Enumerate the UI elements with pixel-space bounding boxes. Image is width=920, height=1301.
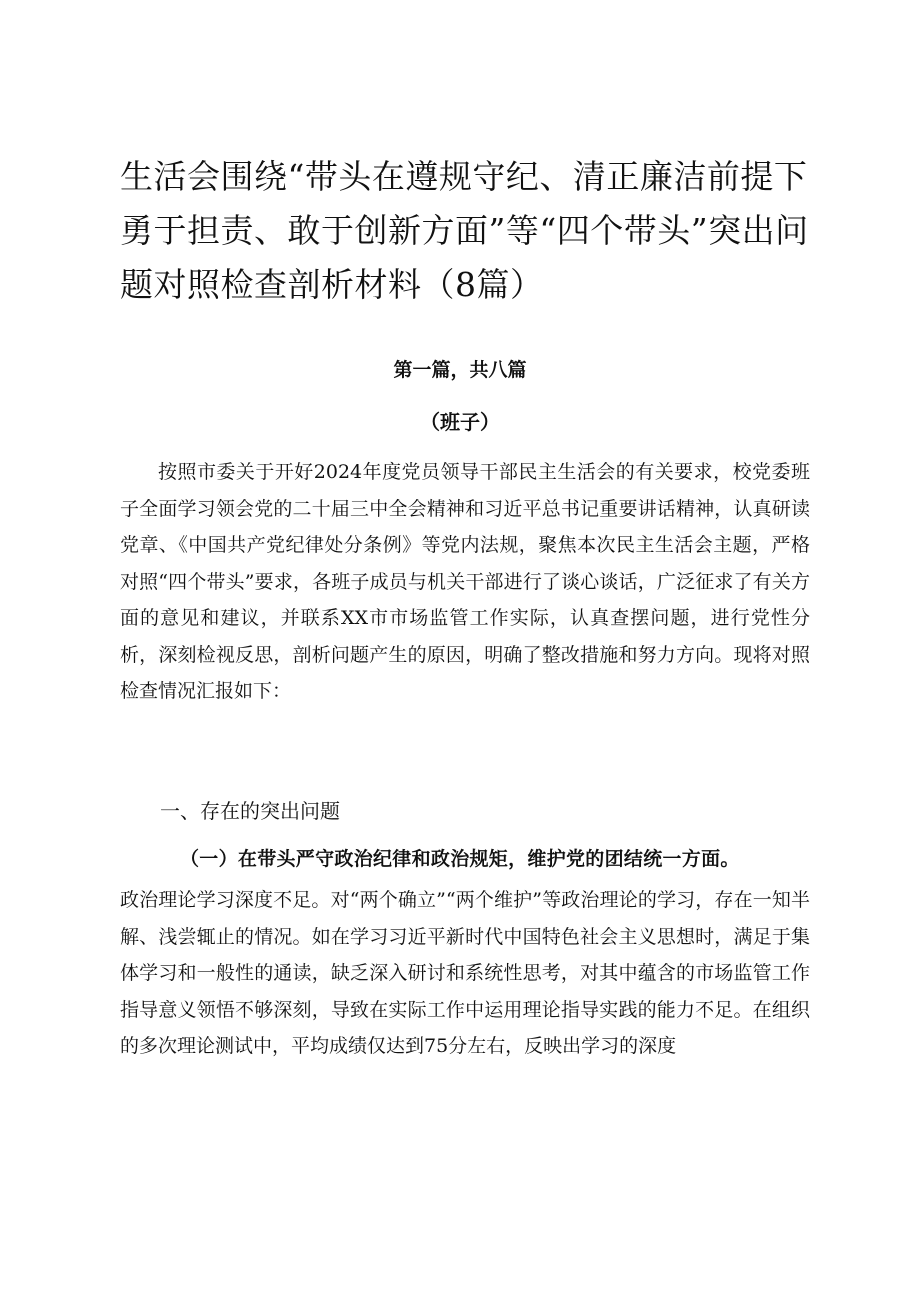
body-paragraph: 政治理论学习深度不足。对“两个确立”“两个维护”等政治理论的学习，存在一知半解、浅尝辄止的情况。如在学习习近平新时代中国特色社会主义思想时，满足于集体学习和一般性的通读，缺乏深入研讨和系统性思考，对其中蕴含的市场监管工作指导意义领悟不够深刻，导致在实际工作中运用理论指导实践的能力不足。在组织的多次理论测试中，平均成绩仅达到75分左右，反映出学习的深度 xyxy=(120,889,810,1057)
document-title: 生活会围绕“带头在遵规守纪、清正廉洁前提下勇于担责、敢于创新方面”等“四个带头”突出问题对照检查剖析材料（8篇） xyxy=(120,157,809,304)
intro-paragraph: 按照市委关于开好2024年度党员领导干部民主生活会的有关要求，校党委班子全面学习领会党的二十届三中全会精神和习近平总书记重要讲话精神，认真研读党章、《中国共产党纪律处分条例》等党内法规，聚焦本次民主生活会主题，严格对照“四个带头”要求，各班子成员与机关干部进行了谈心谈话，广泛征求了有关方面的意见和建议，并联系XX市市场监管工作实际，认真查摆问题，进行党性分析，深刻检视反思，剖析问题产生的原因，明确了整改措施和努力方向。现将对照检查情况汇报如下： xyxy=(120,461,810,702)
team-label: （班子） xyxy=(420,410,500,434)
sub-heading: （一）在带头严守政治纪律和政治规矩，维护党的团结统一方面。 xyxy=(180,848,740,870)
section-heading: 一、存在的突出问题 xyxy=(160,799,340,823)
part-label: 第一篇，共八篇 xyxy=(393,359,527,381)
